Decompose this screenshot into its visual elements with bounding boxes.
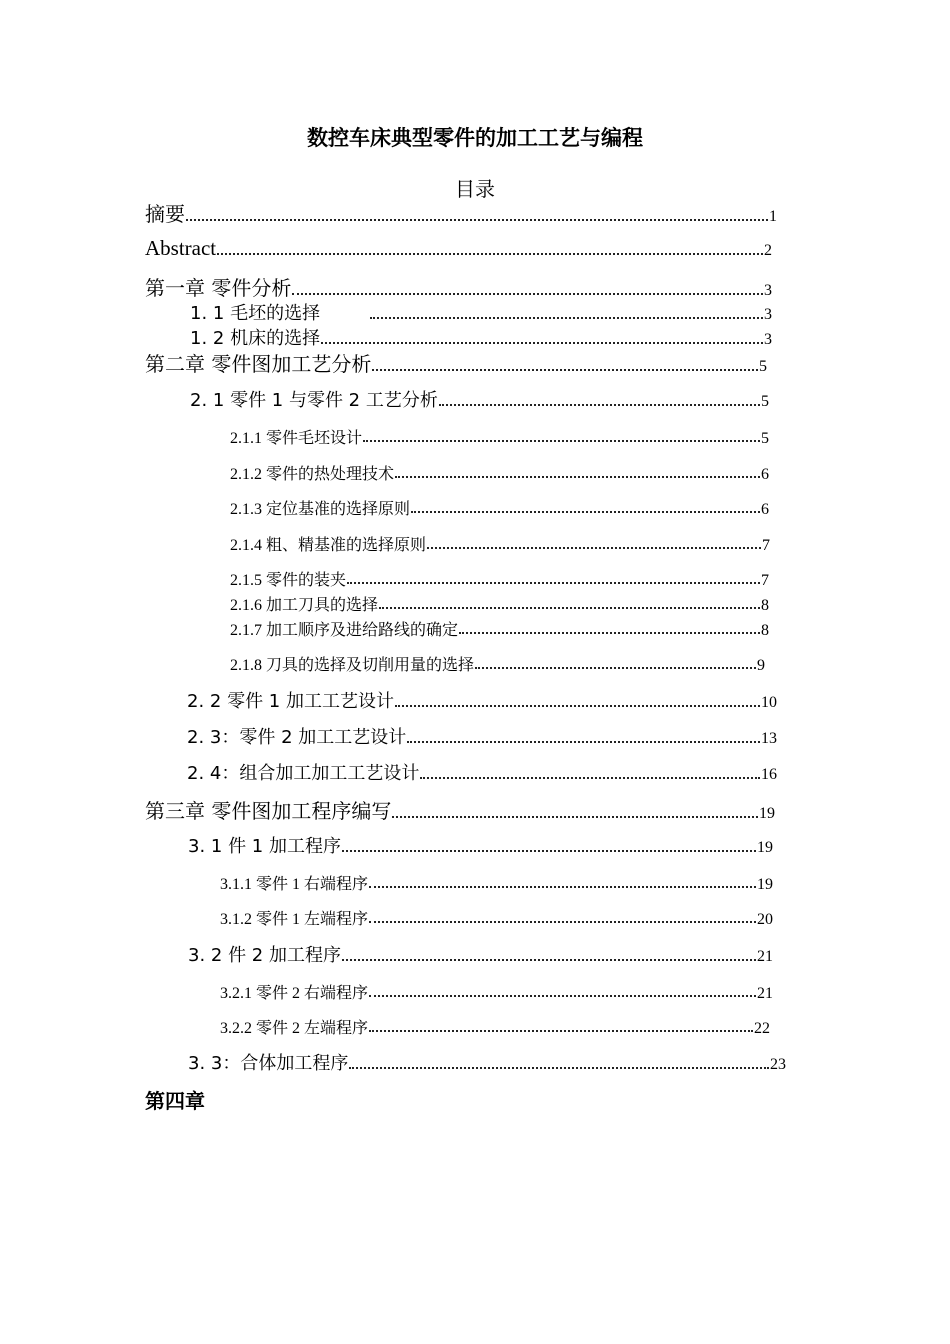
toc-entry-label: 2.1.4 粗、精基准的选择原则: [230, 537, 427, 554]
toc-entry-page: 21: [757, 985, 773, 1002]
toc-heading: 目录: [455, 177, 495, 201]
dot-leader: [342, 957, 756, 961]
dot-leader: [459, 630, 760, 634]
toc-entry-page: 7: [762, 537, 770, 554]
toc-entry-page: 22: [754, 1020, 770, 1037]
toc-entry-page: 7: [761, 572, 769, 589]
toc-entry[interactable]: [145, 795, 775, 824]
toc-entry-label: 2. 4：组合加工加工工艺设计: [187, 763, 420, 784]
toc-entry[interactable]: [230, 617, 769, 640]
dot-leader: [321, 340, 763, 344]
toc-entry[interactable]: [145, 198, 777, 227]
toc-entry-label: 摘要: [145, 202, 185, 226]
toc-entry-label: 2.1.8 刀具的选择及切削用量的选择: [230, 657, 475, 674]
toc-entry-page: 20: [757, 911, 773, 928]
toc-entry-label: 3. 1 件 1 加工程序: [188, 836, 341, 857]
toc-entry-label: 3. 3：合体加工程序: [188, 1053, 349, 1074]
toc-entry[interactable]: [188, 832, 773, 858]
toc-entry-page: 3: [764, 331, 772, 348]
dot-leader: [369, 1028, 753, 1032]
toc-entry[interactable]: [220, 980, 773, 1003]
toc-entry-label: 3.2.1 零件 2 右端程序: [220, 985, 369, 1002]
toc-entry-page: 21: [757, 948, 773, 965]
toc-entry[interactable]: [187, 759, 777, 785]
toc-entry-page: 8: [761, 597, 769, 614]
toc-entry-page: 1: [769, 208, 777, 225]
toc-entry[interactable]: [187, 687, 777, 713]
toc-entry-label: 2.1.2 零件的热处理技术: [230, 466, 395, 483]
toc-entry-page: 3: [764, 306, 772, 323]
dot-leader: [217, 251, 763, 255]
toc-entry[interactable]: [190, 299, 772, 325]
dot-leader: [369, 884, 756, 888]
toc-entry[interactable]: [145, 348, 767, 377]
toc-entry[interactable]: [220, 871, 773, 894]
dot-leader: [475, 665, 756, 669]
toc-entry-page: 5: [759, 358, 767, 375]
dot-leader: [369, 919, 756, 923]
dot-leader: [186, 217, 768, 221]
toc-entry-label: 3.2.2 零件 2 左端程序: [220, 1020, 369, 1037]
toc-entry-page: 9: [757, 657, 765, 674]
toc-entry[interactable]: [230, 425, 769, 448]
toc-entry-label: 2.1.1 零件毛坯设计: [230, 430, 363, 447]
toc-entry-label: 2.1.6 加工刀具的选择: [230, 597, 379, 614]
toc-entry-label: 3.1.1 零件 1 右端程序: [220, 876, 369, 893]
toc-entry-page: 8: [761, 622, 769, 639]
dot-leader: [427, 545, 761, 549]
toc-entry-label: 1. 2 机床的选择: [190, 328, 321, 349]
toc-entry-label: 3. 2 件 2 加工程序: [188, 945, 341, 966]
dot-leader: [392, 814, 758, 818]
dot-leader: [395, 474, 760, 478]
toc-entry-page: 16: [761, 766, 777, 783]
toc-entry-label: 3.1.2 零件 1 左端程序: [220, 911, 369, 928]
dot-leader: [379, 605, 760, 609]
chapter-four-heading: 第四章: [145, 1089, 205, 1113]
toc-entry-label: 2.1.5 零件的装夹: [230, 572, 347, 589]
toc-entry-page: 23: [770, 1056, 786, 1073]
toc-entry-page: 6: [761, 501, 769, 518]
document-title: 数控车床典型零件的加工工艺与编程: [307, 126, 643, 150]
toc-entry[interactable]: [145, 236, 772, 261]
toc-entry-page: 3: [764, 282, 772, 299]
dot-leader: [349, 1065, 769, 1069]
dot-leader: [372, 367, 758, 371]
toc-entry[interactable]: [230, 652, 765, 675]
toc-entry-label: 2.1.3 定位基准的选择原则: [230, 501, 411, 518]
dot-leader: [411, 509, 760, 513]
toc-entry-page: 10: [761, 694, 777, 711]
dot-leader: [395, 703, 760, 707]
toc-entry-page: 5: [761, 430, 769, 447]
toc-entry-label: 2.1.7 加工顺序及进给路线的确定: [230, 622, 459, 639]
toc-entry[interactable]: [188, 1049, 786, 1075]
toc-entry-label: 2. 1 零件 1 与零件 2 工艺分析: [190, 390, 438, 411]
toc-entry-page: 6: [761, 466, 769, 483]
toc-entry-page: 19: [759, 805, 775, 822]
toc-entry[interactable]: [187, 723, 777, 749]
toc-entry-page: 19: [757, 839, 773, 856]
toc-entry-label: 第三章 零件图加工程序编写: [145, 799, 392, 823]
toc-entry-label: 第一章 零件分析: [145, 276, 292, 300]
toc-entry-label: Abstract: [145, 236, 217, 260]
dot-leader: [369, 993, 756, 997]
dot-leader: [370, 315, 763, 319]
dot-leader: [420, 775, 760, 779]
toc-entry-page: 13: [761, 730, 777, 747]
dot-leader: [363, 438, 760, 442]
dot-leader: [439, 402, 760, 406]
toc-entry-label: 1. 1 毛坯的选择: [190, 303, 321, 324]
dot-leader: [292, 291, 763, 295]
toc-entry[interactable]: [230, 592, 769, 615]
toc-entry[interactable]: [145, 272, 772, 301]
toc-entry-label: 2. 2 零件 1 加工工艺设计: [187, 691, 394, 712]
dot-leader: [407, 739, 760, 743]
toc-entry-page: 2: [764, 242, 772, 259]
toc-entry[interactable]: [220, 1015, 770, 1038]
dot-leader: [342, 848, 756, 852]
toc-entry[interactable]: [230, 496, 769, 519]
toc-entry[interactable]: [220, 906, 773, 929]
toc-entry[interactable]: [230, 567, 769, 590]
toc-entry[interactable]: [230, 532, 770, 555]
toc-entry[interactable]: [190, 386, 769, 412]
toc-entry-page: 19: [757, 876, 773, 893]
dot-leader: [347, 580, 760, 584]
toc-entry-label: 2. 3：零件 2 加工工艺设计: [187, 727, 407, 748]
toc-entry[interactable]: [190, 324, 772, 350]
toc-entry-page: 5: [761, 393, 769, 410]
toc-entry-label: 第二章 零件图加工艺分析: [145, 352, 372, 376]
toc-entry[interactable]: [230, 461, 769, 484]
toc-entry[interactable]: [188, 941, 773, 967]
